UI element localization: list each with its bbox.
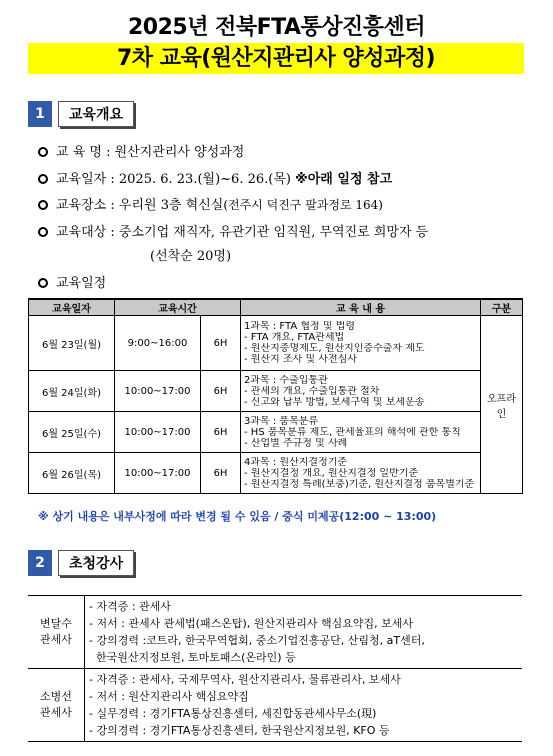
- circle-bullet-icon: [38, 147, 48, 157]
- document-title: 2025년 전북FTA통상진흥센터: [127, 15, 425, 40]
- section-header-overview: [28, 101, 134, 127]
- instructor-table: [28, 595, 522, 742]
- header-content: 교 육 내 용: [241, 299, 481, 316]
- section-number: 2: [28, 550, 52, 576]
- header-date: 교육일자: [29, 299, 115, 316]
- category-cell: 오프라인: [481, 316, 523, 494]
- instructor-row: 변달수 관세사 - 자격증 : 관세사 - 저서 : 관세사 관세법(패스온탑), 원산지관리사 핵심요약집, 보세사 - 강의경력 :코트라, 한국무역협회, 중소기업진흥공단, 산림청, aT센터, 한국원산지정보원, 토마토패스(온라인) 등: [28, 596, 522, 669]
- circle-bullet-icon: [38, 278, 48, 288]
- info-course-target: 교육대상 : 중소기업 재직자, 유관기관 임직원, 무역진로 희망자 등: [38, 221, 428, 240]
- instructor-row: 소병선 관세사 - 자격증 : 관세사, 국제무역사, 원산지관리사, 물류관리사, 보세사 - 저서 : 원산지관리사 핵심요약집 - 실무경력 : 경기FTA통상진흥센터, 세진합동관세사무소(現) - 강의경력 : 경기FTA통상진흥센터, 한국원산지정보원, KFO 등: [28, 669, 522, 742]
- schedule-note: ※ 상기 내용은 내부사정에 따라 변경 될 수 있음 / 중식 미제공(12:00 ~ 13:00): [38, 510, 437, 523]
- info-target-note: (선착순 20명): [150, 249, 232, 264]
- section-header-instructors: [28, 550, 134, 576]
- schedule-table: [28, 298, 523, 494]
- circle-bullet-icon: [38, 227, 48, 237]
- info-course-name: 교 육 명 : 원산지관리사 양성과정: [38, 141, 244, 160]
- section-number: 1: [28, 101, 52, 127]
- info-course-date: 교육일자 : 2025. 6. 23.(월)~6. 26.(목) ※아래 일정 참고: [38, 168, 392, 187]
- section-label: 초청강사: [58, 550, 134, 576]
- header-category: 구분: [481, 299, 523, 316]
- circle-bullet-icon: [38, 200, 48, 210]
- document-subtitle: 7차 교육(원산지관리사 양성과정): [28, 43, 524, 74]
- info-schedule-heading: 교육일정: [38, 272, 106, 291]
- table-row: 6월 24일(화) 10:00~17:00 6H 2과목 : 수출입통관 - 관세의 개요, 수출입통관 절차 - 신고와 납부 방법, 보세구역 및 보세운송: [29, 371, 523, 412]
- info-course-location: 교육장소 : 우리원 3층 혁신실(전주시 덕진구 팔과정로 164): [38, 194, 383, 213]
- section-label: 교육개요: [58, 101, 134, 127]
- circle-bullet-icon: [38, 174, 48, 184]
- header-time: 교육시간: [115, 299, 241, 316]
- table-row: 6월 25일(수) 10:00~17:00 6H 3과목 : 품목분류 - HS 품목분류 제도, 관세율표의 해석에 관한 통칙 - 산업별 주규정 및 사례: [29, 412, 523, 453]
- table-row: 6월 23일(월) 9:00~16:00 6H 1과목 : FTA 협정 및 법령 - FTA 개요, FTA관세법 - 원산지증명제도, 원산지인증수출자 제도 - 원산지 조사 및 사전심사 오프라인: [29, 316, 523, 371]
- table-row: 6월 26일(목) 10:00~17:00 6H 4과목 : 원산지결정기준 - 원산지결정 개요, 원산지결정 일반기준 - 원산지결정 특례(보충)기준, 원산지결정 품목별기준: [29, 453, 523, 494]
